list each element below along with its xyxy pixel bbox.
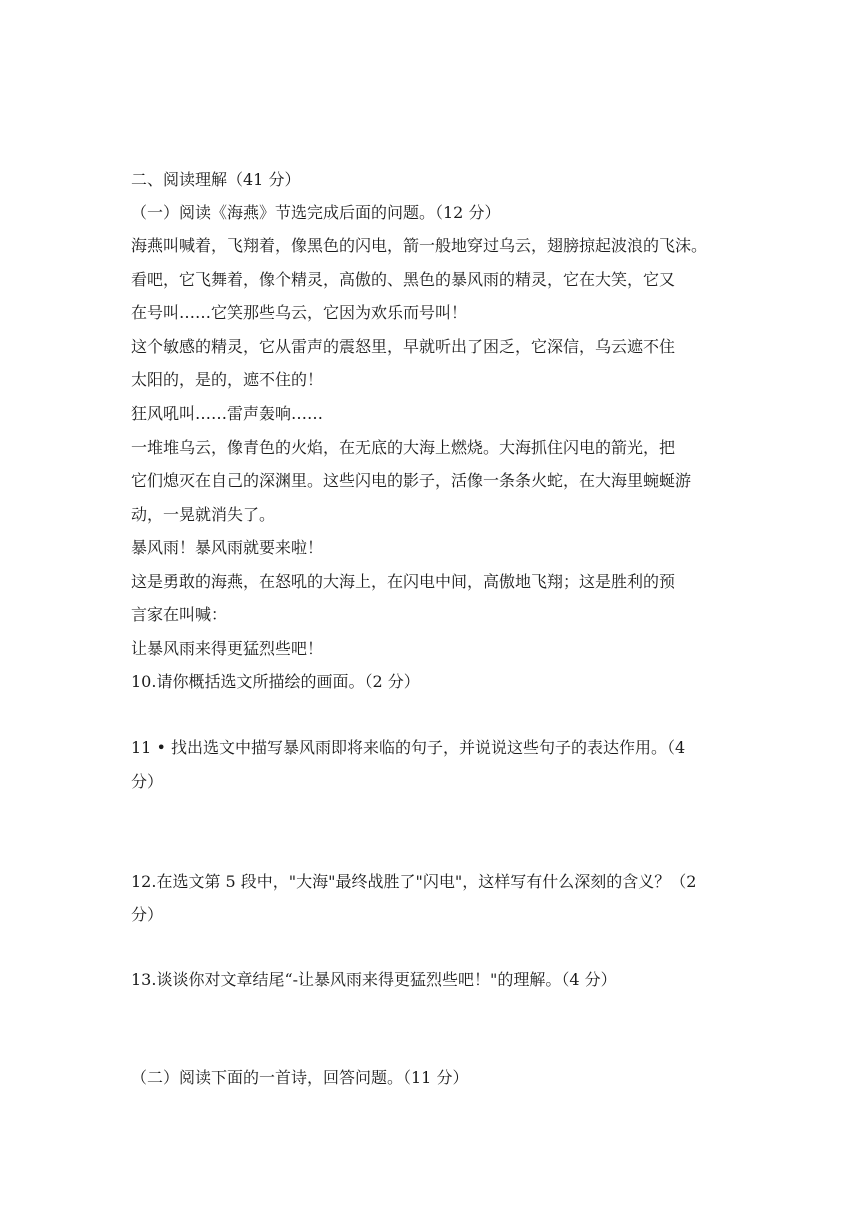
passage-paragraph-3-line-2: 太阳的，是的，遮不住的！ [131, 370, 324, 389]
section-heading: 二、阅读理解（41 分） [131, 170, 301, 189]
passage-paragraph-3-line-1: 这个敏感的精灵，它从雷声的震怒里，早就听出了困乏，它深信，乌云遮不住 [131, 337, 676, 356]
passage-paragraph-5-line-3: 动，一晃就消失了。 [131, 505, 276, 524]
passage-paragraph-8: 让暴风雨来得更猛烈些吧！ [131, 639, 324, 658]
question-12-line-2: 分） [131, 905, 164, 924]
passage-paragraph-4: 狂风吼叫……雷声轰响…… [131, 404, 324, 423]
passage-paragraph-1: 海燕叫喊着，飞翔着，像黑色的闪电，箭一般地穿过乌云，翅膀掠起波浪的飞沫。 [131, 236, 708, 255]
passage-paragraph-5-line-2: 它们熄灭在自己的深渊里。这些闪电的影子，活像一条条火蛇，在大海里蜿蜒游 [131, 471, 692, 490]
passage-paragraph-2-line-1: 看吧，它飞舞着，像个精灵，高傲的、黑色的暴风雨的精灵，它在大笑，它又 [131, 270, 676, 289]
question-11-line-1: 11 • 找出选文中描写暴风雨即将来临的句子，并说说这些句子的表达作用。（4 [131, 738, 686, 757]
question-13: 13.谈谈你对文章结尾“-让暴风雨来得更猛烈些吧！"的理解。（4 分） [131, 970, 617, 989]
passage-paragraph-7-line-2: 言家在叫喊： [131, 605, 228, 624]
passage-paragraph-2-line-2: 在号叫……它笑那些乌云，它因为欢乐而号叫！ [131, 303, 468, 322]
passage-paragraph-5-line-1: 一堆堆乌云，像青色的火焰，在无底的大海上燃烧。大海抓住闪电的箭光，把 [131, 438, 676, 457]
part2-title: （二）阅读下面的一首诗，回答问题。（11 分） [131, 1068, 469, 1087]
part1-title: （一）阅读《海燕》节选完成后面的问题。（12 分） [131, 203, 501, 222]
question-10: 10.请你概括选文所描绘的画面。（2 分） [131, 672, 420, 691]
passage-paragraph-7-line-1: 这是勇敢的海燕，在怒吼的大海上，在闪电中间，高傲地飞翔；这是胜利的预 [131, 572, 676, 591]
question-12-line-1: 12.在选文第 5 段中，"大海"最终战胜了"闪电"，这样写有什么深刻的含义？（2 [131, 872, 697, 891]
question-11-line-2: 分） [131, 772, 164, 791]
passage-paragraph-6: 暴风雨！暴风雨就要来啦！ [131, 538, 324, 557]
